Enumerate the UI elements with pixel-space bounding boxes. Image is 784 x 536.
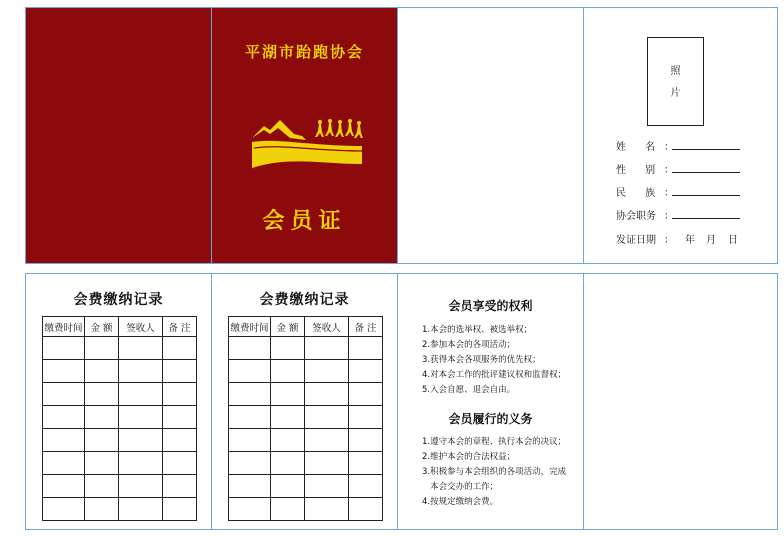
fee-table-cell: [119, 452, 163, 475]
fee-table-header-row: [43, 317, 197, 337]
photo-label-2: 片: [670, 88, 681, 99]
fee-table-cell: [349, 337, 383, 360]
fee-table-cell: [163, 452, 197, 475]
fee-table-row: [229, 383, 383, 406]
back-cover-panel: [25, 7, 211, 264]
fee-table-cell: [229, 498, 271, 521]
field-name-label: 姓 名: [616, 142, 656, 153]
duties-item: 1.遵守本会的章程、执行本会的决议；: [422, 437, 567, 447]
fee-table-cell: [119, 383, 163, 406]
fee-table-cell: [349, 498, 383, 521]
fee-table-cell: [43, 360, 85, 383]
fee-record-title: 会费缴纳记录: [73, 292, 164, 308]
fee-record-panel-2: [211, 273, 397, 530]
field-ethnicity-blank: [672, 195, 740, 196]
field-position-blank: [672, 218, 740, 219]
header-remarks: 备 注: [349, 317, 383, 337]
fee-table-cell: [43, 498, 85, 521]
fee-table-cell: [43, 452, 85, 475]
duties-item: 3.积极参与本会组织的各项活动，完成: [422, 467, 567, 477]
fee-table-cell: [163, 337, 197, 360]
fee-table-row: [229, 452, 383, 475]
fee-table-cell: [43, 383, 85, 406]
fee-table-cell: [85, 452, 119, 475]
date-month-label: 月: [706, 235, 716, 246]
fee-table-row: [43, 498, 197, 521]
field-name-colon: ：: [664, 142, 674, 153]
fee-table-cell: [349, 429, 383, 452]
fee-table-row: [43, 337, 197, 360]
runners-mountain-logo: [250, 116, 366, 172]
fee-table-cell: [349, 383, 383, 406]
header-amount: 金 额: [85, 317, 119, 337]
fee-table-cell: [119, 429, 163, 452]
rights-duties-panel: [397, 273, 583, 530]
fee-table-cell: [85, 383, 119, 406]
duties-title: 会员履行的义务: [448, 412, 533, 426]
fee-table-cell: [85, 429, 119, 452]
fee-table-cell: [229, 383, 271, 406]
fee-record-table: [42, 316, 197, 521]
fee-table-cell: [85, 475, 119, 498]
field-ethnicity-label: 民 族: [616, 188, 656, 199]
fee-table-cell: [305, 429, 349, 452]
duties-item: 本会交办的工作；: [422, 482, 499, 492]
fee-table-cell: [271, 452, 305, 475]
fee-table-cell: [119, 360, 163, 383]
header-payment-time: 缴费时间: [229, 317, 271, 337]
fee-table-cell: [85, 360, 119, 383]
fee-table-row: [43, 475, 197, 498]
fee-table-cell: [305, 475, 349, 498]
fee-table-cell: [305, 406, 349, 429]
fee-table-cell: [305, 360, 349, 383]
fee-table-cell: [43, 475, 85, 498]
inner-blank-panel-2: [583, 273, 778, 530]
field-position-label: 协会职务: [616, 211, 656, 222]
fee-table-cell: [85, 337, 119, 360]
header-receiver: 签收人: [119, 317, 163, 337]
date-day-label: 日: [728, 235, 738, 246]
fee-table-cell: [163, 429, 197, 452]
rights-item: 5.入会自愿、退会自由。: [422, 385, 516, 395]
fee-table-cell: [85, 498, 119, 521]
fee-table-cell: [271, 337, 305, 360]
fee-table-cell: [229, 337, 271, 360]
field-ethnicity-colon: ：: [664, 188, 674, 199]
header-receiver: 签收人: [305, 317, 349, 337]
date-year-label: 年: [685, 235, 695, 246]
fee-table-row: [43, 429, 197, 452]
fee-table-cell: [229, 452, 271, 475]
fee-table-cell: [305, 452, 349, 475]
fee-table-cell: [349, 406, 383, 429]
duties-item: 2.维护本会的合法权益；: [422, 452, 516, 462]
fee-table-cell: [119, 337, 163, 360]
rights-item: 1.本会的选举权、被选举权；: [422, 325, 533, 335]
rights-item: 3.获得本会各项服务的优先权；: [422, 355, 541, 365]
fee-table-cell: [163, 360, 197, 383]
fee-table-cell: [119, 498, 163, 521]
member-info-panel: [583, 7, 778, 264]
fee-table-cell: [119, 406, 163, 429]
fee-table-cell: [229, 475, 271, 498]
fee-table-cell: [349, 360, 383, 383]
fee-table-cell: [305, 337, 349, 360]
field-issue-date-colon: ：: [664, 235, 674, 246]
fee-table-cell: [349, 475, 383, 498]
fee-table-cell: [163, 406, 197, 429]
fee-table-cell: [305, 498, 349, 521]
field-gender-label: 性 别: [616, 165, 656, 176]
field-issue-date-label: 发证日期: [616, 235, 656, 246]
field-name-blank: [672, 149, 740, 150]
fee-table-cell: [349, 452, 383, 475]
fee-table-cell: [229, 406, 271, 429]
fee-table-cell: [271, 429, 305, 452]
fee-table-cell: [229, 360, 271, 383]
fee-table-cell: [229, 429, 271, 452]
fee-table-cell: [271, 475, 305, 498]
header-amount: 金 额: [271, 317, 305, 337]
fee-table-cell: [119, 475, 163, 498]
rights-item: 2.参加本会的各项活动；: [422, 340, 516, 350]
fee-record-panel-1: [25, 273, 211, 530]
fee-table-cell: [85, 406, 119, 429]
fee-table-cell: [271, 383, 305, 406]
fee-table-row: [43, 406, 197, 429]
fee-table-body: [229, 337, 383, 521]
inner-blank-panel: [397, 7, 583, 264]
header-remarks: 备 注: [163, 317, 197, 337]
fee-table-row: [229, 337, 383, 360]
rights-title: 会员享受的权利: [448, 299, 533, 313]
fee-table-row: [229, 429, 383, 452]
fee-record-title: 会费缴纳记录: [259, 292, 350, 308]
fee-table-cell: [163, 498, 197, 521]
field-gender-colon: ：: [664, 165, 674, 176]
fee-table-row: [43, 452, 197, 475]
fee-table-cell: [163, 475, 197, 498]
card-title: 会员证: [262, 208, 347, 234]
fee-table-row: [229, 406, 383, 429]
fee-table-cell: [305, 383, 349, 406]
rights-item: 4.对本会工作的批评建议权和监督权；: [422, 370, 567, 380]
field-position-colon: ：: [664, 211, 674, 222]
fee-table-body: [43, 337, 197, 521]
fee-table-cell: [271, 360, 305, 383]
fee-table-row: [43, 383, 197, 406]
field-gender-blank: [672, 172, 740, 173]
duties-item: 4.按规定缴纳会费。: [422, 497, 499, 507]
fee-table-cell: [163, 383, 197, 406]
photo-label-1: 照: [670, 66, 681, 77]
header-payment-time: 缴费时间: [43, 317, 85, 337]
front-cover-panel: [211, 7, 397, 264]
fee-table-cell: [43, 429, 85, 452]
fee-table-row: [229, 475, 383, 498]
association-name: 平湖市跆跑协会: [244, 43, 364, 61]
fee-record-table: [228, 316, 383, 521]
fee-table-cell: [43, 406, 85, 429]
fee-table-row: [229, 498, 383, 521]
fee-table-cell: [271, 406, 305, 429]
fee-table-cell: [43, 337, 85, 360]
fee-table-cell: [271, 498, 305, 521]
fee-table-header-row: [229, 317, 383, 337]
photo-box: [647, 37, 704, 126]
fee-table-row: [229, 360, 383, 383]
fee-table-row: [43, 360, 197, 383]
